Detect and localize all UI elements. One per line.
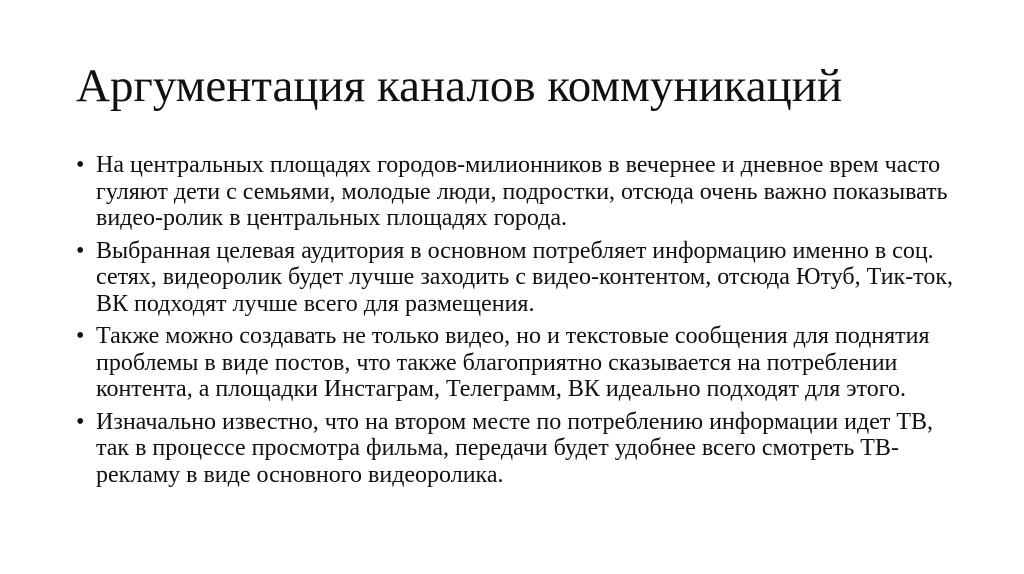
bullet-marker: • [76,237,85,264]
bullet-text: На центральных площадях городов-милионников в вечернее и дневное врем часто гуляют дети с семьями, молодые люди, подростки, отсюда очень важно показывать видео-ролик в центральных площадях города. [96,152,948,231]
bullet-marker: • [76,152,85,178]
slide-title: Аргументация каналов коммуникаций [76,60,843,112]
bullet-marker: • [76,408,85,435]
bullet-item [76,409,956,489]
bullet-text: Изначально известно, что на втором месте по потреблению информации идет ТВ, так в процессе просмотра фильма, передачи будет удобнее всего смотреть ТВ-рекламу в виде основного видеоролика. [96,408,934,488]
bullet-item [76,152,956,232]
bullet-item [76,238,956,318]
bullet-item [76,323,956,403]
bullet-text: Выбранная целевая аудитория в основном потребляет информацию именно в соц. сетях, видеоролик будет лучше заходить с видео-контентом, отсюда Ютуб, Тик-ток, ВК подходят лучше всего для размещения. [96,237,954,317]
bullet-marker: • [76,323,85,349]
bullet-text: Также можно создавать не только видео, но и текстовые сообщения для поднятия проблемы в виде постов, что также благоприятно сказывается на потреблении контента, а площадки Инстаграм, Телеграмм, ВК идеально подходят для этого. [96,323,930,402]
bullet-list [76,152,956,494]
